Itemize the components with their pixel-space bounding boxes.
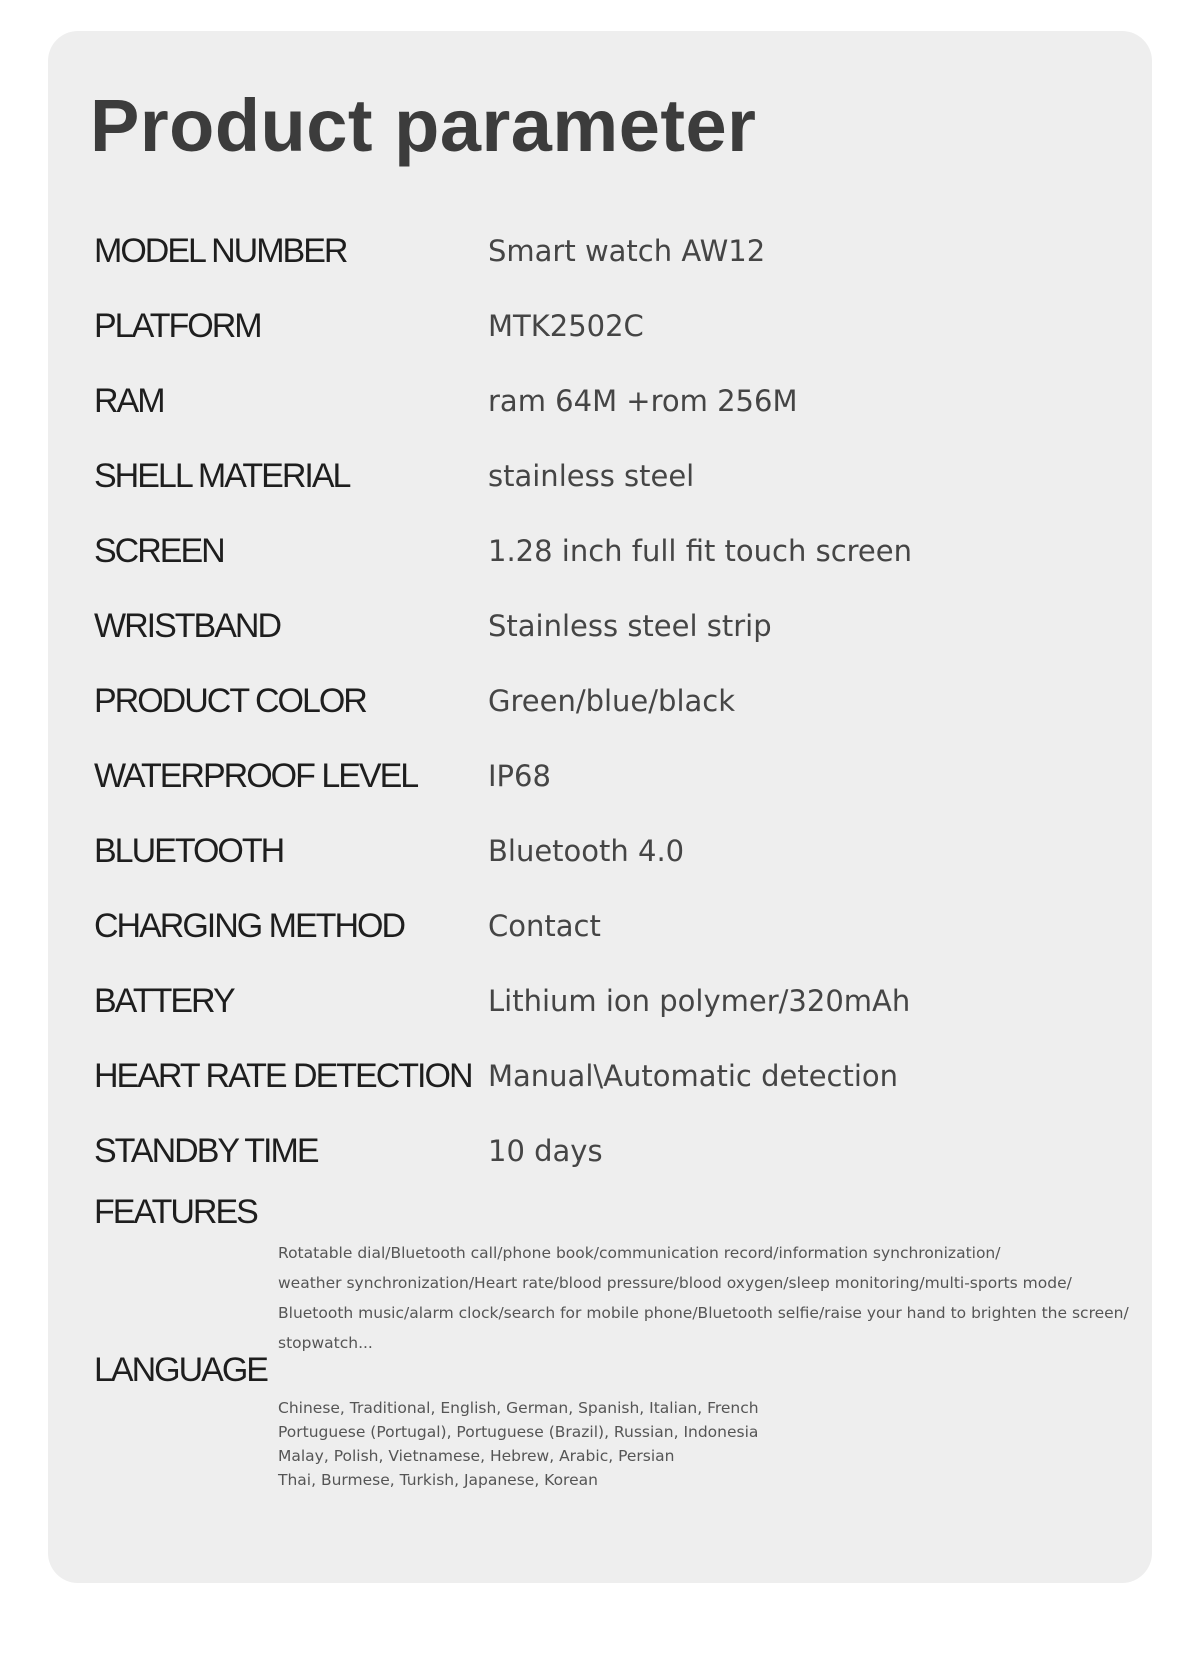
features-label: FEATURES (94, 1193, 257, 1231)
param-label: RAM (94, 382, 164, 420)
param-value: stainless steel (488, 459, 695, 493)
param-value: ram 64M +rom 256M (488, 384, 798, 418)
features-line: Bluetooth music/alarm clock/search for mobile phone/Bluetooth selfie/raise your hand to brighten the screen/ (278, 1304, 1129, 1322)
language-line: Malay, Polish, Vietnamese, Hebrew, Arabic, Persian (278, 1447, 675, 1465)
features-list (278, 1238, 1129, 1358)
language-line: Portuguese (Portugal), Portuguese (Brazil), Russian, Indonesia (278, 1423, 759, 1441)
param-label: PLATFORM (94, 307, 261, 345)
features-line: stopwatch... (278, 1334, 373, 1352)
param-value: Manual\Automatic detection (488, 1059, 899, 1093)
page-title: Product parameter (90, 84, 757, 167)
param-label: MODEL NUMBER (94, 232, 347, 270)
param-value: Stainless steel strip (488, 609, 772, 643)
param-value: IP68 (488, 759, 551, 793)
param-label: CHARGING METHOD (94, 907, 404, 945)
param-label: WRISTBAND (94, 607, 280, 645)
language-line: Chinese, Traditional, English, German, Spanish, Italian, French (278, 1399, 759, 1417)
param-value: Bluetooth 4.0 (488, 834, 685, 868)
features-line: Rotatable dial/Bluetooth call/phone book/communication record/information synchronization/ (278, 1244, 1001, 1262)
param-value: Green/blue/black (488, 684, 736, 718)
param-label: PRODUCT COLOR (94, 682, 366, 720)
param-label: BLUETOOTH (94, 832, 284, 870)
param-label: BATTERY (94, 982, 234, 1020)
language-list (278, 1396, 878, 1492)
param-value: 10 days (488, 1134, 603, 1168)
param-label: SHELL MATERIAL (94, 457, 350, 495)
param-label: WATERPROOF LEVEL (94, 757, 418, 795)
param-label: HEART RATE DETECTION (94, 1057, 472, 1095)
param-label: STANDBY TIME (94, 1132, 318, 1170)
param-value: Contact (488, 909, 601, 943)
param-value: Smart watch AW12 (488, 234, 766, 268)
param-value: MTK2502C (488, 309, 644, 343)
parameter-card (48, 31, 1152, 1583)
param-value: 1.28 inch full fit touch screen (488, 534, 912, 568)
param-label: SCREEN (94, 532, 224, 570)
language-line: Thai, Burmese, Turkish, Japanese, Korean (278, 1471, 598, 1489)
features-line: weather synchronization/Heart rate/blood pressure/blood oxygen/sleep monitoring/multi-sports mode/ (278, 1274, 1072, 1292)
language-label: LANGUAGE (94, 1351, 267, 1389)
param-value: Lithium ion polymer/320mAh (488, 984, 911, 1018)
